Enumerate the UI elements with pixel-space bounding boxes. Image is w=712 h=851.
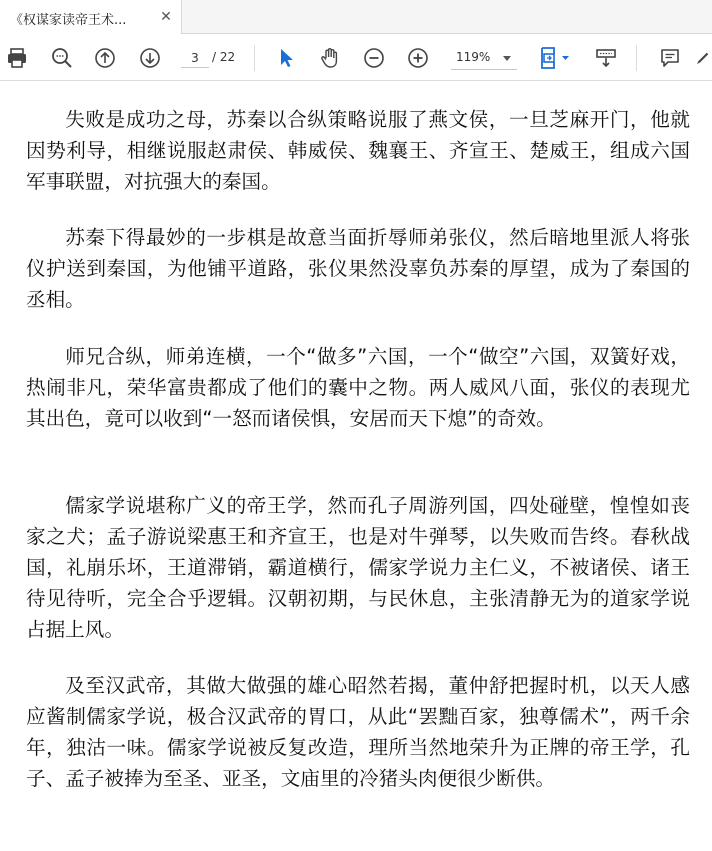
zoom-search-icon[interactable] xyxy=(49,45,75,71)
sign-icon[interactable] xyxy=(694,45,712,71)
zoom-select[interactable] xyxy=(451,48,517,70)
hand-icon[interactable] xyxy=(317,45,343,71)
select-cursor-icon[interactable] xyxy=(273,45,299,71)
close-icon[interactable]: ✕ xyxy=(160,9,172,25)
toolbar-divider xyxy=(254,45,255,71)
zoom-in-icon[interactable] xyxy=(405,45,431,71)
print-icon[interactable] xyxy=(4,45,30,71)
tab-bar xyxy=(0,0,712,34)
toolbar-divider xyxy=(636,45,637,71)
tab-title[interactable]: 《权谋家读帝王术... xyxy=(10,13,127,28)
document-tab[interactable] xyxy=(0,0,182,34)
paragraph: 苏秦下得最妙的一步棋是故意当面折辱师弟张仪，然后暗地里派人将张仪护送到秦国，为他铺平道路，张仪果然没辜负苏秦的厚望，成为了秦国的丞相。 xyxy=(26,226,690,311)
page-number-input[interactable] xyxy=(181,48,209,68)
paragraph: 及至汉武帝，其做大做强的雄心昭然若揭，董仲舒把握时机，以天人感应酱制儒家学说，极合汉武帝的胃口，从此“罢黜百家，独尊儒术”，两千余年，独沽一味。儒家学说被反复改造，理所当然地荣升为正牌的帝王学，孔子、孟子被捧为至圣、亚圣，文庙里的冷猪头肉便很少断供。 xyxy=(26,674,690,790)
zoom-value: 119% xyxy=(456,50,491,64)
fit-page-icon[interactable] xyxy=(537,45,573,71)
paragraph: 失败是成功之母，苏秦以合纵策略说服了燕文侯，一旦芝麻开门，他就因势利导，相继说服赵肃侯、韩威侯、魏襄王、齐宣王、楚威王，组成六国军事联盟，对抗强大的秦国。 xyxy=(26,108,690,193)
zoom-out-icon[interactable] xyxy=(361,45,387,71)
paragraph: 儒家学说堪称广义的帝王学，然而孔子周游列国，四处碰壁，惶惶如丧家之犬；孟子游说梁惠王和齐宣王，也是对牛弹琴，以失败而告终。春秋战国，礼崩乐坏，王道滞销，霸道横行，儒家学说力主仁义，不被诸侯、诸王待见待听，完全合乎逻辑。汉朝初期，与民休息，主张清静无为的道家学说占据上风。 xyxy=(26,494,690,641)
page-down-icon[interactable] xyxy=(137,45,163,71)
toolbar xyxy=(0,35,712,81)
chevron-down-icon xyxy=(503,56,511,61)
page-up-icon[interactable] xyxy=(92,45,118,71)
scroll-mode-icon[interactable] xyxy=(593,45,619,71)
page-total: / 22 xyxy=(212,50,236,64)
document-page[interactable] xyxy=(0,82,712,851)
paragraph: 师兄合纵，师弟连横，一个“做多”六国，一个“做空”六国，双簧好戏，热闹非凡，荣华富贵都成了他们的囊中之物。两人威风八面，张仪的表现尤其出色，竟可以收到“一怒而诸侯惧，安居而天下熄”的奇效。 xyxy=(26,345,690,430)
comment-icon[interactable] xyxy=(657,45,683,71)
